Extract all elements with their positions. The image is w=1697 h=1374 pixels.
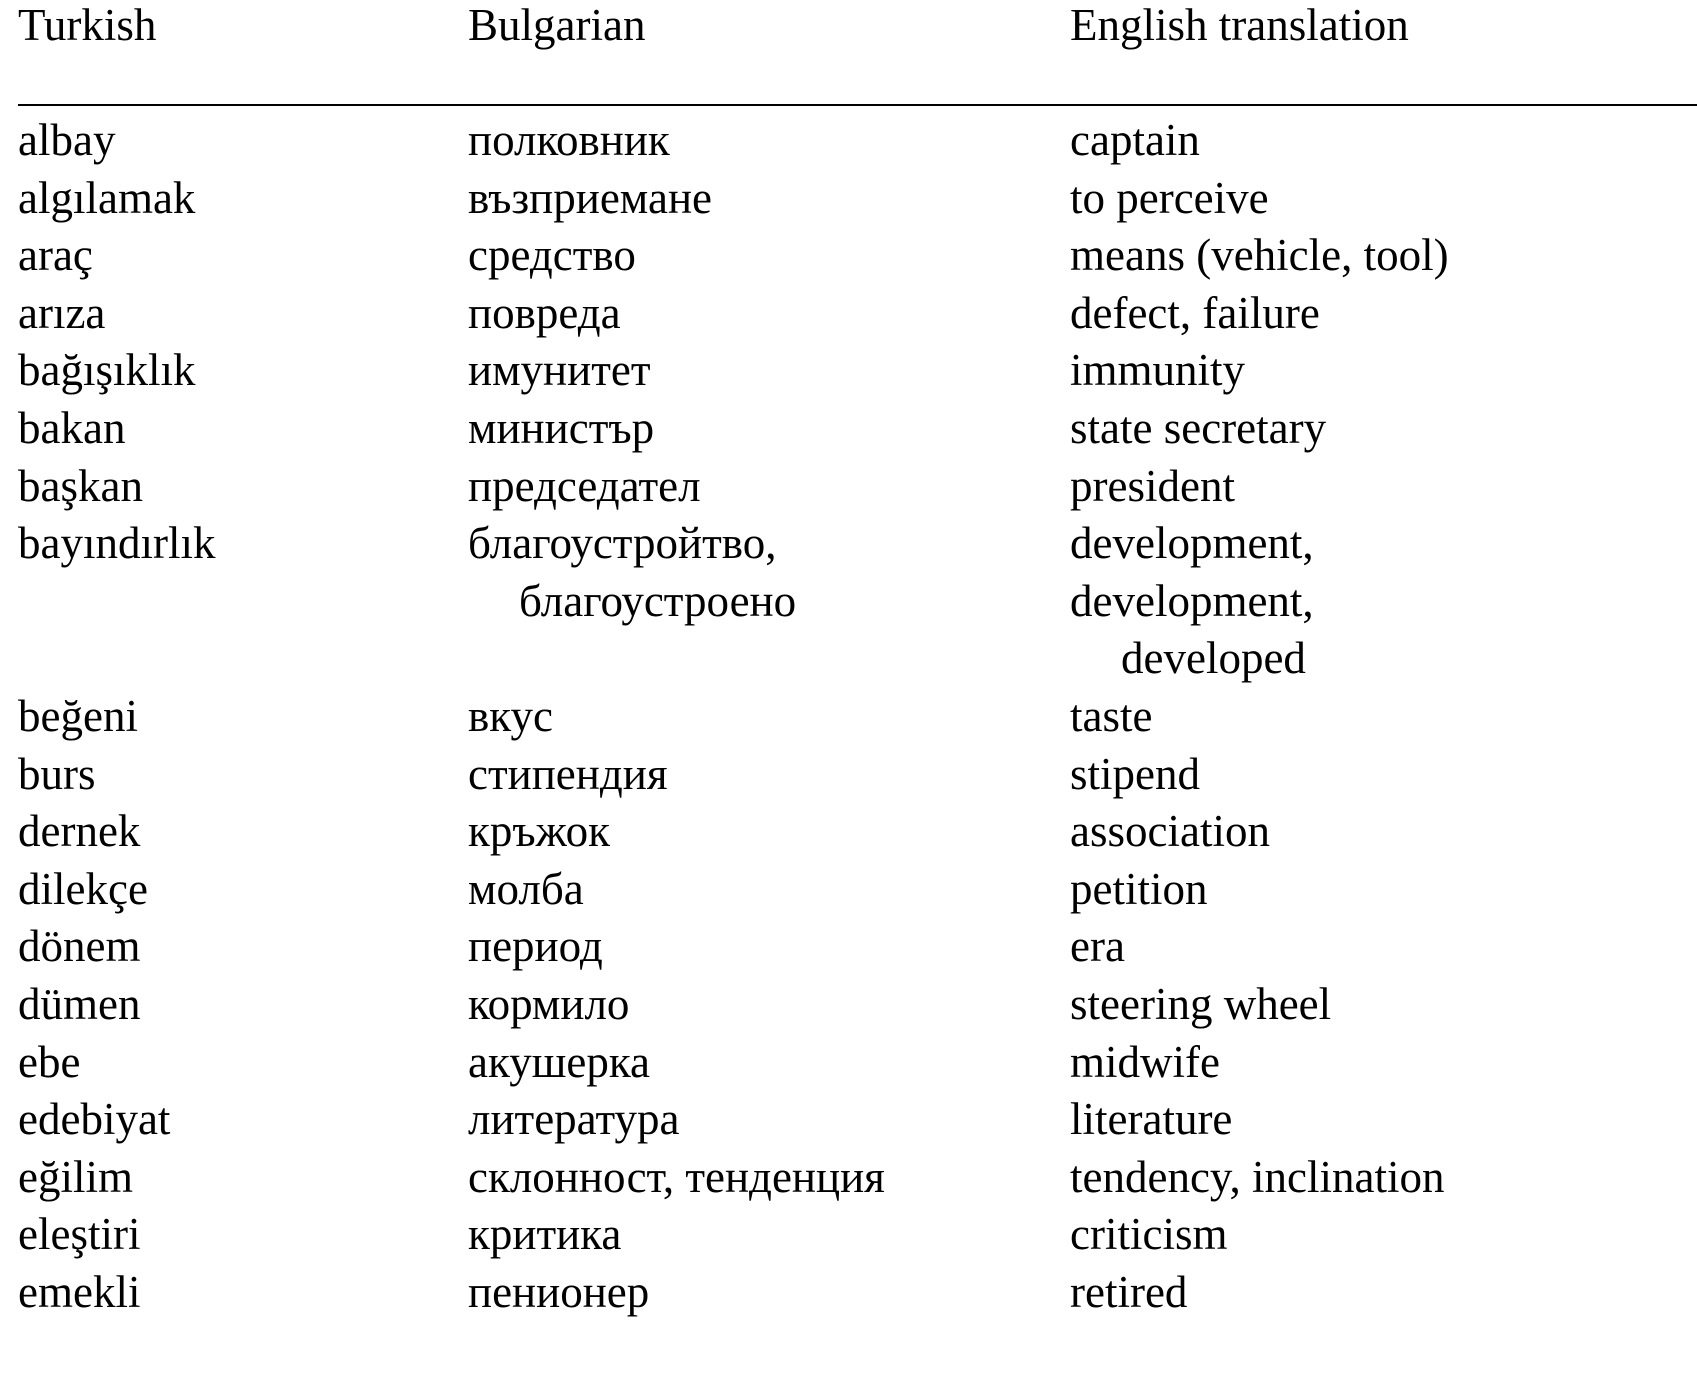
english-line: means (vehicle, tool) — [1070, 230, 1449, 281]
bulgarian-line: период — [468, 921, 603, 972]
table-header — [18, 0, 1697, 60]
english-line: era — [1070, 921, 1125, 972]
english-line: retired — [1070, 1266, 1188, 1317]
cell-turkish: eleştiri — [18, 1209, 141, 1260]
cell-bulgarian — [468, 861, 584, 919]
table-row — [18, 170, 1697, 228]
cell-bulgarian — [468, 515, 796, 630]
bulgarian-line: полковник — [468, 115, 670, 165]
cell-english — [1070, 285, 1320, 343]
cell-english — [1070, 170, 1269, 228]
english-line: literature — [1070, 1094, 1233, 1145]
table-row — [18, 1091, 1697, 1149]
english-line: petition — [1070, 863, 1208, 914]
table-row — [18, 1034, 1697, 1092]
table-row — [18, 803, 1697, 861]
cell-english — [1070, 342, 1245, 400]
bulgarian-line: имунитет — [468, 345, 651, 396]
cell-bulgarian — [468, 688, 553, 746]
bulgarian-line: благоустроено — [519, 575, 797, 626]
cell-english — [1070, 688, 1152, 746]
table-row — [18, 227, 1697, 285]
table-row — [18, 688, 1697, 746]
cell-turkish: algılamak — [18, 172, 196, 223]
cell-turkish: eğilim — [18, 1151, 133, 1202]
bulgarian-line: критика — [468, 1209, 622, 1260]
english-line: to perceive — [1070, 172, 1269, 223]
cell-english — [1070, 458, 1235, 516]
cell-bulgarian — [468, 400, 654, 458]
cell-bulgarian — [468, 1034, 650, 1092]
header-divider — [18, 104, 1697, 106]
cell-english — [1070, 1091, 1232, 1149]
table-row — [18, 861, 1697, 919]
cell-bulgarian — [468, 285, 621, 343]
bulgarian-line: пенионер — [468, 1266, 650, 1317]
vocabulary-table — [18, 112, 1697, 1321]
table-row — [18, 746, 1697, 804]
bulgarian-line: благоустройтво, — [468, 518, 777, 569]
english-line: immunity — [1070, 345, 1246, 396]
cell-english — [1070, 227, 1449, 285]
header-bulgarian: Bulgarian — [468, 0, 646, 50]
table-row — [18, 112, 1697, 170]
cell-bulgarian — [468, 112, 670, 170]
bulgarian-line: министър — [468, 402, 655, 453]
cell-bulgarian — [468, 1149, 885, 1207]
cell-turkish: ebe — [18, 1036, 81, 1087]
cell-turkish: bayındırlık — [18, 518, 216, 569]
english-line: president — [1070, 460, 1235, 511]
cell-bulgarian — [468, 976, 629, 1034]
cell-bulgarian — [468, 1091, 680, 1149]
cell-english — [1070, 803, 1270, 861]
english-line: criticism — [1070, 1209, 1228, 1260]
bulgarian-line: кормило — [468, 978, 630, 1029]
cell-turkish: burs — [18, 748, 96, 799]
bulgarian-line: стипендия — [468, 748, 668, 799]
bulgarian-line: вкус — [468, 690, 553, 741]
table-row — [18, 515, 1697, 688]
english-line: stipend — [1070, 748, 1200, 799]
cell-english — [1070, 1034, 1220, 1092]
cell-bulgarian — [468, 918, 603, 976]
bulgarian-line: председател — [468, 460, 701, 511]
cell-turkish: arıza — [18, 287, 106, 338]
cell-turkish: araç — [18, 230, 93, 281]
cell-bulgarian — [468, 170, 712, 228]
cell-turkish: beğeni — [18, 690, 138, 741]
cell-bulgarian — [468, 1206, 621, 1264]
cell-english — [1070, 976, 1331, 1034]
english-line: defect, failure — [1070, 287, 1320, 338]
english-line: association — [1070, 806, 1270, 857]
bulgarian-line: склонност, тенденция — [468, 1151, 885, 1202]
cell-bulgarian — [468, 227, 636, 285]
cell-english — [1070, 400, 1326, 458]
cell-bulgarian — [468, 458, 701, 516]
cell-english — [1070, 1206, 1227, 1264]
table-row — [18, 342, 1697, 400]
table-row — [18, 400, 1697, 458]
cell-turkish: albay — [18, 115, 116, 165]
table-row — [18, 1264, 1697, 1322]
header-turkish: Turkish — [18, 0, 157, 50]
bulgarian-line: възприемане — [468, 172, 713, 223]
cell-english — [1070, 112, 1200, 170]
cell-turkish: emekli — [18, 1266, 141, 1317]
cell-english — [1070, 1149, 1444, 1207]
cell-bulgarian — [468, 342, 651, 400]
table-row — [18, 918, 1697, 976]
cell-turkish: dilekçe — [18, 863, 148, 914]
english-line: development, — [1070, 575, 1314, 626]
english-line: taste — [1070, 690, 1153, 741]
english-line: steering wheel — [1070, 978, 1332, 1029]
cell-turkish: başkan — [18, 460, 143, 511]
cell-turkish: bakan — [18, 402, 126, 453]
cell-bulgarian — [468, 803, 610, 861]
cell-bulgarian — [468, 1264, 649, 1322]
english-line: developed — [1121, 633, 1306, 684]
bulgarian-line: акушерка — [468, 1036, 650, 1087]
table-row — [18, 976, 1697, 1034]
table-row — [18, 1149, 1697, 1207]
bulgarian-line: повреда — [468, 287, 621, 338]
table-row — [18, 458, 1697, 516]
english-line: tendency, inclination — [1070, 1151, 1445, 1202]
cell-bulgarian — [468, 746, 668, 804]
cell-turkish: dönem — [18, 921, 141, 972]
cell-english — [1070, 861, 1207, 919]
bulgarian-line: литература — [468, 1094, 680, 1145]
cell-english — [1070, 515, 1314, 688]
table-row — [18, 1206, 1697, 1264]
bulgarian-line: молба — [468, 863, 584, 914]
english-line: captain — [1070, 115, 1200, 165]
cell-turkish: dernek — [18, 806, 141, 857]
bulgarian-line: средство — [468, 230, 636, 281]
bulgarian-line: кръжок — [468, 806, 610, 857]
cell-turkish: edebiyat — [18, 1094, 171, 1145]
cell-turkish: dümen — [18, 978, 141, 1029]
cell-english — [1070, 746, 1200, 804]
english-line: development, — [1070, 518, 1314, 569]
table-row — [18, 285, 1697, 343]
english-line: state secretary — [1070, 402, 1327, 453]
cell-english — [1070, 1264, 1187, 1322]
cell-english — [1070, 918, 1125, 976]
cell-turkish: bağışıklık — [18, 345, 196, 396]
english-line: midwife — [1070, 1036, 1220, 1087]
header-english: English translation — [1070, 0, 1409, 50]
